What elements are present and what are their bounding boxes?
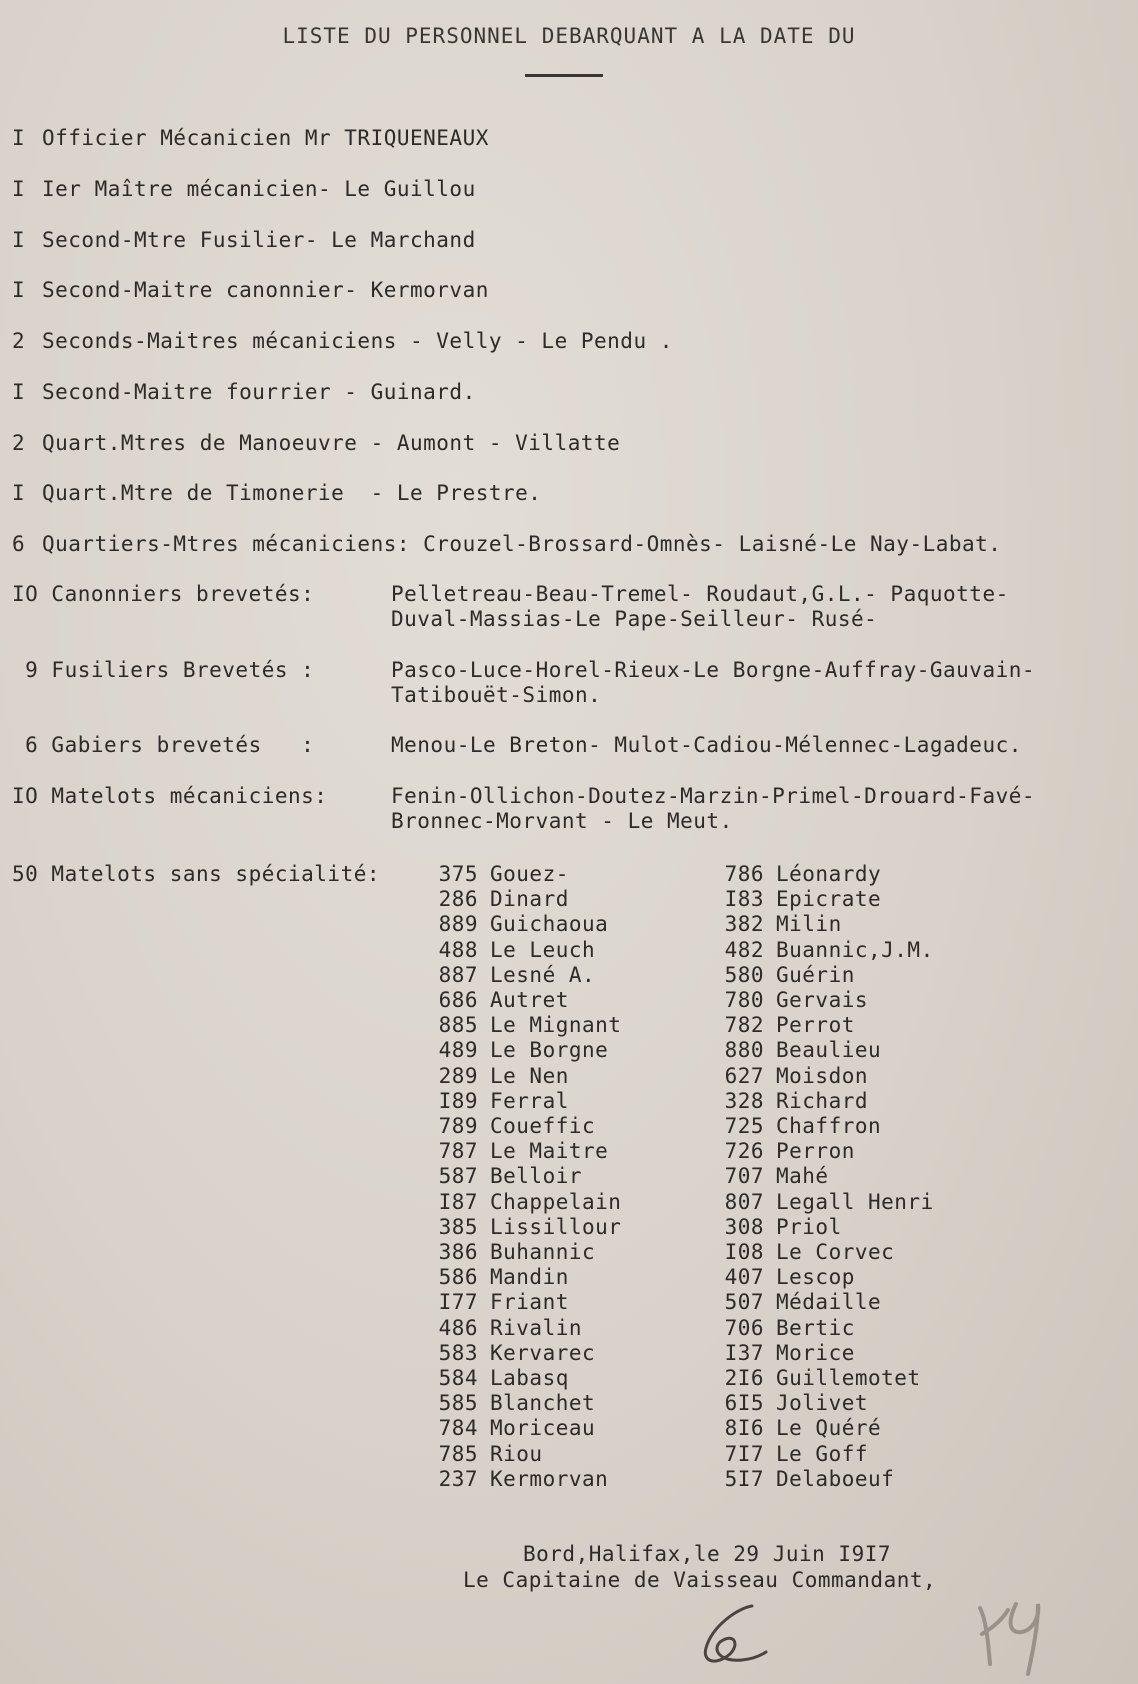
sailor-name: Beaulieu <box>776 1038 882 1063</box>
sailor-number: 780 <box>724 988 764 1013</box>
sailor-entry <box>704 1366 934 1391</box>
sailor-entry <box>418 1013 621 1038</box>
sailor-entry <box>704 1139 934 1164</box>
sailor-entry <box>418 1467 621 1492</box>
sailor-number: 789 <box>438 1114 478 1139</box>
entry-count: I <box>12 228 26 252</box>
sailor-name: Dinard <box>490 887 569 912</box>
sailor-entry <box>704 1391 934 1416</box>
sailor-number: 385 <box>438 1214 478 1239</box>
sailor-entry <box>704 1290 934 1315</box>
sailor-name: Le Leuch <box>490 937 596 962</box>
sailor-number: 386 <box>438 1240 478 1265</box>
sailor-entry <box>704 1114 934 1139</box>
sailor-entry <box>704 1341 934 1366</box>
sailor-number: 784 <box>438 1416 478 1441</box>
sailor-entry <box>704 963 934 988</box>
sailor-entry <box>418 1089 621 1114</box>
sailor-name: Le Quéré <box>776 1416 882 1441</box>
closing-place-date: Bord,Halifax,le 29 Juin I9I7 <box>523 1542 892 1566</box>
group-category: IO Matelots mécaniciens: <box>12 784 328 808</box>
handwritten-pencil-mark <box>968 1590 1078 1680</box>
entry-text: Quart.Mtre de Timonerie - Le Prestre. <box>42 481 542 505</box>
sailor-number: I08 <box>724 1240 764 1265</box>
sailor-name: Le Goff <box>776 1441 869 1466</box>
entry-text: Second-Maitre canonnier- Kermorvan <box>42 278 489 302</box>
sailor-entry <box>704 1038 934 1063</box>
sailor-name: Lescop <box>776 1265 855 1290</box>
sailor-number: 707 <box>724 1164 764 1189</box>
sailor-entry <box>704 1467 934 1492</box>
sailor-number: 885 <box>438 1013 478 1038</box>
sailor-entry <box>418 1164 621 1189</box>
personnel-entry <box>12 177 476 201</box>
sailor-number: 726 <box>724 1139 764 1164</box>
sailor-name: Legall Henri <box>776 1189 934 1214</box>
sailor-entry <box>418 912 621 937</box>
sailor-entry <box>418 1190 621 1215</box>
sailor-entry <box>704 1416 934 1441</box>
sailors-label: 50 Matelots sans spécialité: <box>12 862 381 886</box>
sailor-name: Le Borgne <box>490 1038 609 1063</box>
sailor-name: Autret <box>490 988 569 1013</box>
sailor-number: 807 <box>724 1189 764 1214</box>
sailor-entry <box>704 912 934 937</box>
sailor-number: 289 <box>438 1063 478 1088</box>
entry-count: 6 <box>12 532 26 556</box>
sailor-entry <box>704 1215 934 1240</box>
sailor-number: 486 <box>438 1315 478 1340</box>
sailor-entry <box>418 1316 621 1341</box>
sailor-entry <box>418 938 621 963</box>
sailor-number: 889 <box>438 912 478 937</box>
sailor-name: Chappelain <box>490 1189 622 1214</box>
sailor-number: 382 <box>724 912 764 937</box>
sailor-number: I89 <box>438 1088 478 1113</box>
sailor-name: Chaffron <box>776 1114 882 1139</box>
sailor-name: Friant <box>490 1290 569 1315</box>
sailor-number: 308 <box>724 1214 764 1239</box>
sailor-entry <box>418 1265 621 1290</box>
entry-count: I <box>12 126 26 150</box>
sailor-name: Guillemotet <box>776 1366 921 1391</box>
entry-count: I <box>12 481 26 505</box>
sailor-number: I37 <box>724 1340 764 1365</box>
sailor-name: Guérin <box>776 962 855 987</box>
sailor-name: Coueffic <box>490 1114 596 1139</box>
sailor-number: 286 <box>438 887 478 912</box>
entry-count: I <box>12 278 26 302</box>
sailor-number: 706 <box>724 1315 764 1340</box>
sailor-entry <box>418 1341 621 1366</box>
sailor-name: Buhannic <box>490 1240 596 1265</box>
sailor-number: 328 <box>724 1088 764 1113</box>
sailor-number: 583 <box>438 1340 478 1365</box>
sailor-entry <box>418 963 621 988</box>
personnel-entry <box>12 329 673 353</box>
entry-text: Ier Maître mécanicien- Le Guillou <box>42 177 476 201</box>
sailor-entry <box>418 1064 621 1089</box>
sailor-number: 785 <box>438 1441 478 1466</box>
sailor-number: 8I6 <box>724 1416 764 1441</box>
sailor-entry <box>704 1190 934 1215</box>
sailor-name: Kervarec <box>490 1340 596 1365</box>
entry-text: Second-Maitre fourrier - Guinard. <box>42 380 476 404</box>
sailor-name: Belloir <box>490 1164 583 1189</box>
entry-count: I <box>12 177 26 201</box>
sailor-number: 587 <box>438 1164 478 1189</box>
sailor-number: 407 <box>724 1265 764 1290</box>
personnel-entry <box>12 431 620 455</box>
sailor-name: Le Mignant <box>490 1013 622 1038</box>
sailor-name: Lesné A. <box>490 962 596 987</box>
sailor-name: Le Maitre <box>490 1139 609 1164</box>
personnel-entry <box>12 532 1001 556</box>
sailor-name: Mahé <box>776 1164 829 1189</box>
sailor-name: Gouez- <box>490 862 569 886</box>
title-underline <box>525 74 603 77</box>
sailor-name: Riou <box>490 1441 543 1466</box>
sailor-number: 5I7 <box>724 1466 764 1491</box>
sailor-number: 2I6 <box>724 1366 764 1391</box>
group-names: Fenin-Ollichon-Doutez-Marzin-Primel-Drouard-Favé- Bronnec-Morvant - Le Meut. <box>391 784 1036 833</box>
sailor-entry <box>418 988 621 1013</box>
sailor-name: Labasq <box>490 1366 569 1391</box>
sailor-number: 482 <box>724 937 764 962</box>
sailor-entry <box>418 887 621 912</box>
sailor-name: Le Nen <box>490 1063 569 1088</box>
sailor-name: Perron <box>776 1139 855 1164</box>
sailor-entry <box>418 1366 621 1391</box>
sailor-name: Moriceau <box>490 1416 596 1441</box>
personnel-entry <box>12 228 476 252</box>
personnel-entry <box>12 126 489 150</box>
sailor-entry <box>704 1442 934 1467</box>
sailor-name: Ferral <box>490 1088 569 1113</box>
group-category: 6 Gabiers brevetés : <box>12 733 315 757</box>
sailor-entry <box>704 1265 934 1290</box>
sailor-entry <box>704 862 934 887</box>
sailor-entry <box>418 1139 621 1164</box>
sailor-name: Priol <box>776 1214 842 1239</box>
sailor-name: Médaille <box>776 1290 882 1315</box>
sailor-number: 786 <box>724 862 764 886</box>
sailor-entry <box>704 887 934 912</box>
sailor-number: 586 <box>438 1265 478 1290</box>
entry-text: Quart.Mtres de Manoeuvre - Aumont - Villatte <box>42 431 621 455</box>
entry-text: Second-Mtre Fusilier- Le Marchand <box>42 228 476 252</box>
sailor-entry <box>418 1215 621 1240</box>
sailor-number: 782 <box>724 1013 764 1038</box>
sailors-right-column <box>704 862 934 1492</box>
closing-signatory: Le Capitaine de Vaisseau Commandant, <box>463 1568 937 1592</box>
group-category: 9 Fusiliers Brevetés : <box>12 658 315 682</box>
sailor-entry <box>704 1164 934 1189</box>
sailor-entry <box>704 1089 934 1114</box>
group-category: IO Canonniers brevetés: <box>12 582 315 606</box>
sailor-entry <box>704 1013 934 1038</box>
entry-text: Seconds-Maitres mécaniciens - Velly - Le Pendu . <box>42 329 673 353</box>
sailor-entry <box>418 862 621 887</box>
sailor-number: 585 <box>438 1391 478 1416</box>
sailor-name: Perrot <box>776 1013 855 1038</box>
sailor-number: 237 <box>438 1466 478 1491</box>
sailor-name: Blanchet <box>490 1391 596 1416</box>
sailor-name: Morice <box>776 1340 855 1365</box>
sailor-number: 725 <box>724 1114 764 1139</box>
sailor-number: 887 <box>438 962 478 987</box>
entry-count: I <box>12 380 26 404</box>
sailor-entry <box>418 1416 621 1441</box>
sailor-number: 880 <box>724 1038 764 1063</box>
handwritten-signature-initial <box>690 1596 780 1676</box>
sailor-name: Le Corvec <box>776 1240 895 1265</box>
sailor-name: Gervais <box>776 988 869 1013</box>
sailor-name: Léonardy <box>776 862 882 886</box>
entry-count: 2 <box>12 329 26 353</box>
sailor-name: Jolivet <box>776 1391 869 1416</box>
sailor-number: 488 <box>438 937 478 962</box>
sailor-entry <box>704 1240 934 1265</box>
sailor-number: 580 <box>724 962 764 987</box>
sailor-number: I87 <box>438 1189 478 1214</box>
sailor-entry <box>418 1391 621 1416</box>
sailor-entry <box>704 938 934 963</box>
sailor-entry <box>704 1064 934 1089</box>
sailor-number: 584 <box>438 1366 478 1391</box>
sailor-number: 686 <box>438 988 478 1013</box>
sailor-name: Guichaoua <box>490 912 609 937</box>
personnel-entry <box>12 278 489 302</box>
sailor-number: 787 <box>438 1139 478 1164</box>
sailor-number: 6I5 <box>724 1391 764 1416</box>
personnel-entry <box>12 380 476 404</box>
personnel-entry <box>12 481 541 505</box>
sailor-entry <box>418 1114 621 1139</box>
sailor-number: I83 <box>724 887 764 912</box>
sailor-entry <box>418 1038 621 1063</box>
entry-text: Officier Mécanicien Mr TRIQUENEAUX <box>42 126 489 150</box>
sailor-name: Kermorvan <box>490 1466 609 1491</box>
sailor-name: Lissillour <box>490 1214 622 1239</box>
sailor-number: 7I7 <box>724 1441 764 1466</box>
sailor-name: Bertic <box>776 1315 855 1340</box>
sailor-entry <box>704 988 934 1013</box>
sailor-number: 507 <box>724 1290 764 1315</box>
group-names: Pasco-Luce-Horel-Rieux-Le Borgne-Auffray-Gauvain- Tatibouët-Simon. <box>391 658 1036 707</box>
document-title: LISTE DU PERSONNEL DEBARQUANT A LA DATE DU <box>282 24 856 48</box>
sailor-name: Rivalin <box>490 1315 583 1340</box>
sailor-name: Epicrate <box>776 887 882 912</box>
sailor-name: Richard <box>776 1088 869 1113</box>
sailor-number: 375 <box>438 862 478 886</box>
entry-text: Quartiers-Mtres mécaniciens: Crouzel-Brossard-Omnès- Laisné-Le Nay-Labat. <box>42 532 1002 556</box>
sailor-name: Mandin <box>490 1265 569 1290</box>
sailor-name: Buannic,J.M. <box>776 937 934 962</box>
sailor-name: Milin <box>776 912 842 937</box>
sailor-name: Moisdon <box>776 1063 869 1088</box>
sailor-entry <box>418 1240 621 1265</box>
sailor-number: 489 <box>438 1038 478 1063</box>
sailor-number: I77 <box>438 1290 478 1315</box>
group-names: Menou-Le Breton- Mulot-Cadiou-Mélennec-Lagadeuc. <box>391 733 1022 757</box>
sailor-entry <box>418 1290 621 1315</box>
group-names: Pelletreau-Beau-Tremel- Roudaut,G.L.- Paquotte- Duval-Massias-Le Pape-Seilleur- Rusé- <box>391 582 1009 631</box>
entry-count: 2 <box>12 431 26 455</box>
sailors-left-column <box>418 862 621 1492</box>
sailor-name: Delaboeuf <box>776 1466 895 1491</box>
sailor-entry <box>418 1442 621 1467</box>
sailor-number: 627 <box>724 1063 764 1088</box>
sailor-entry <box>704 1316 934 1341</box>
